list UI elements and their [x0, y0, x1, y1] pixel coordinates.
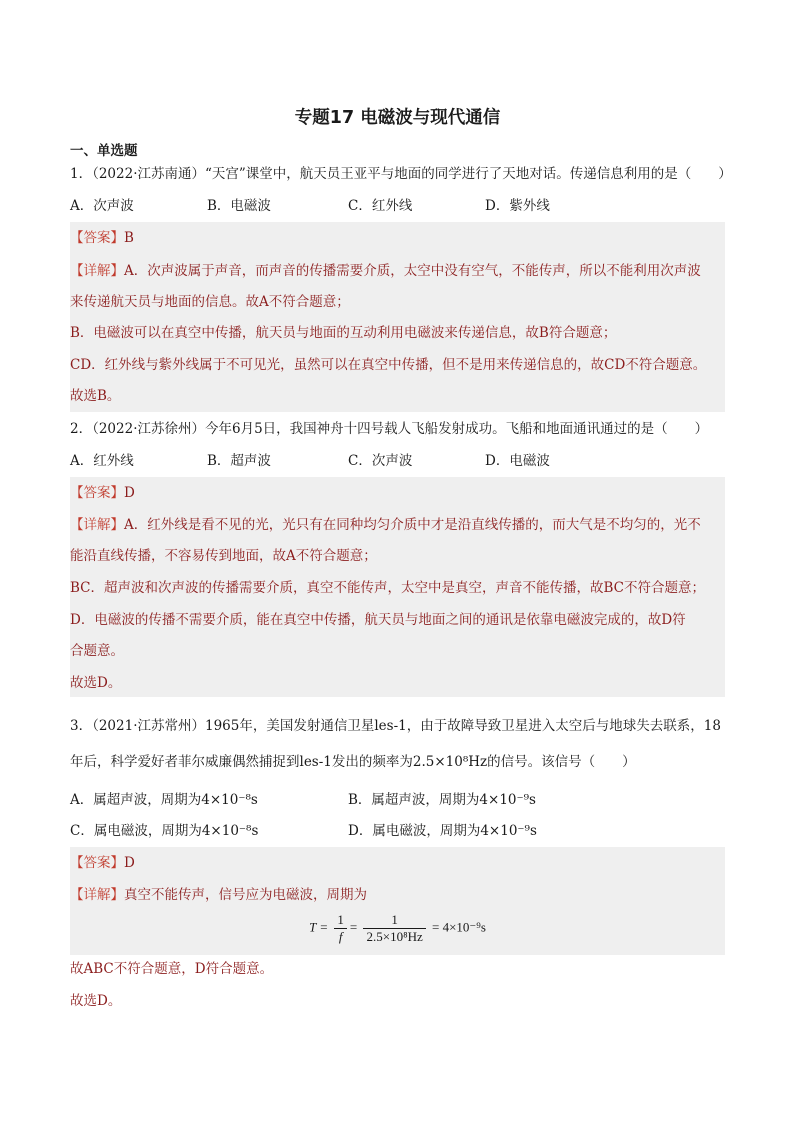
q1-answer-block [70, 222, 725, 412]
q2-detail-line-3: BC．超声波和次声波的传播需要介质，真空不能传声，太空中是真空，声音不能传播，故BC不符合题意； [70, 580, 705, 596]
q1-option-b: B．电磁波 [207, 198, 271, 214]
section-heading: 一、单选题 [70, 143, 138, 159]
q2-detail-text: A．红外线是看不见的光，光只有在同种均匀介质中才是沿直线传播的，而大气是不均匀的，光不 [124, 517, 701, 533]
q3-detail-text: 真空不能传声，信号应为电磁波，周期为 [124, 887, 367, 903]
q3-tail-line-1: 故ABC不符合题意，D符合题意。 [70, 961, 274, 977]
detail-tag: 【详解】 [70, 887, 124, 903]
q2-answer-value: D [124, 485, 135, 501]
q2-answer [70, 483, 135, 503]
period-formula: T = $\frac{1}{f}$ = $\frac{1}{\text{2.5×10⁸Hz}}$ = 4×10⁻⁹s [309, 912, 486, 944]
q3-tail-line-2: 故选D。 [70, 993, 122, 1009]
q2-option-d: D．电磁波 [485, 453, 550, 469]
q3-answer [70, 853, 135, 873]
q1-detail-line-1 [70, 261, 701, 281]
q2-detail-line-6: 故选D。 [70, 675, 122, 691]
formula-fraction-2 [363, 912, 425, 945]
formula-fraction-1 [334, 912, 347, 945]
question-2-stem: 2．（2022·江苏徐州）今年6月5日，我国神舟十四号载人飞船发射成功。飞船和地面通讯通过的是（ ） [70, 421, 709, 437]
q2-option-c: C．次声波 [348, 453, 413, 469]
fraction-1-denominator: f [338, 929, 343, 944]
q1-detail-line-2: 来传递航天员与地面的信息。故A不符合题意； [70, 294, 350, 310]
fraction-2-denominator: 2.5×10⁸Hz [366, 929, 423, 944]
formula-lhs: T = [309, 919, 329, 935]
page-title: 专题17 电磁波与现代通信 [294, 108, 501, 128]
question-3-stem-line-1: 3．（2021·江苏常州）1965年，美国发射通信卫星les-1，由于故障导致卫星进入太空后与地球失去联系，18 [70, 718, 721, 734]
q2-detail-line-5: 合题意。 [70, 643, 124, 659]
q2-detail-line-2: 能沿直线传播，不容易传到地面，故A不符合题意； [70, 548, 377, 564]
q2-detail-line-1 [70, 515, 701, 535]
q2-option-a: A．红外线 [70, 453, 134, 469]
q1-option-a: A．次声波 [70, 198, 134, 214]
q1-detail-text: A．次声波属于声音，而声音的传播需要介质，太空中没有空气，不能传声，所以不能利用次声波 [124, 263, 701, 279]
q3-detail-line-1 [70, 885, 367, 905]
detail-tag: 【详解】 [70, 517, 124, 533]
answer-tag: 【答案】 [70, 230, 124, 246]
fraction-1-numerator: 1 [334, 912, 347, 929]
formula-rhs: = 4×10⁻⁹s [432, 919, 486, 935]
q2-detail-line-4: D．电磁波的传播不需要介质，能在真空中传播，航天员与地面之间的通讯是依靠电磁波完成的，故D符 [70, 612, 686, 628]
q1-answer-value: B [124, 230, 134, 246]
question-3-stem-line-2: 年后，科学爱好者菲尔威廉偶然捕捉到les-1发出的频率为2.5×10⁸Hz的信号。该信号（ ） [70, 754, 636, 770]
fraction-2-numerator: 1 [363, 912, 425, 929]
detail-tag: 【详解】 [70, 263, 124, 279]
q1-detail-line-5: 故选B。 [70, 388, 121, 404]
q1-answer [70, 228, 134, 248]
q1-option-d: D．紫外线 [485, 198, 550, 214]
q3-option-a: A．属超声波，周期为4×10⁻⁸s [70, 792, 258, 808]
q1-detail-line-3: B．电磁波可以在真空中传播，航天员与地面的互动利用电磁波来传递信息，故B符合题意； [70, 325, 617, 341]
q3-option-b: B．属超声波，周期为4×10⁻⁹s [348, 792, 536, 808]
q1-option-c: C．红外线 [348, 198, 413, 214]
q3-option-c: C．属电磁波，周期为4×10⁻⁸s [70, 823, 259, 839]
q1-detail-line-4: CD．红外线与紫外线属于不可见光，虽然可以在真空中传播，但不是用来传递信息的，故CD不符合题意。 [70, 357, 707, 373]
question-1-stem: 1．（2022·江苏南通）“天宫”课堂中，航天员王亚平与地面的同学进行了天地对话。传递信息利用的是（ ） [70, 166, 732, 182]
answer-tag: 【答案】 [70, 485, 124, 501]
q3-answer-value: D [124, 855, 135, 871]
q2-option-b: B．超声波 [207, 453, 271, 469]
q3-option-d: D．属电磁波，周期为4×10⁻⁹s [348, 823, 537, 839]
answer-tag: 【答案】 [70, 855, 124, 871]
